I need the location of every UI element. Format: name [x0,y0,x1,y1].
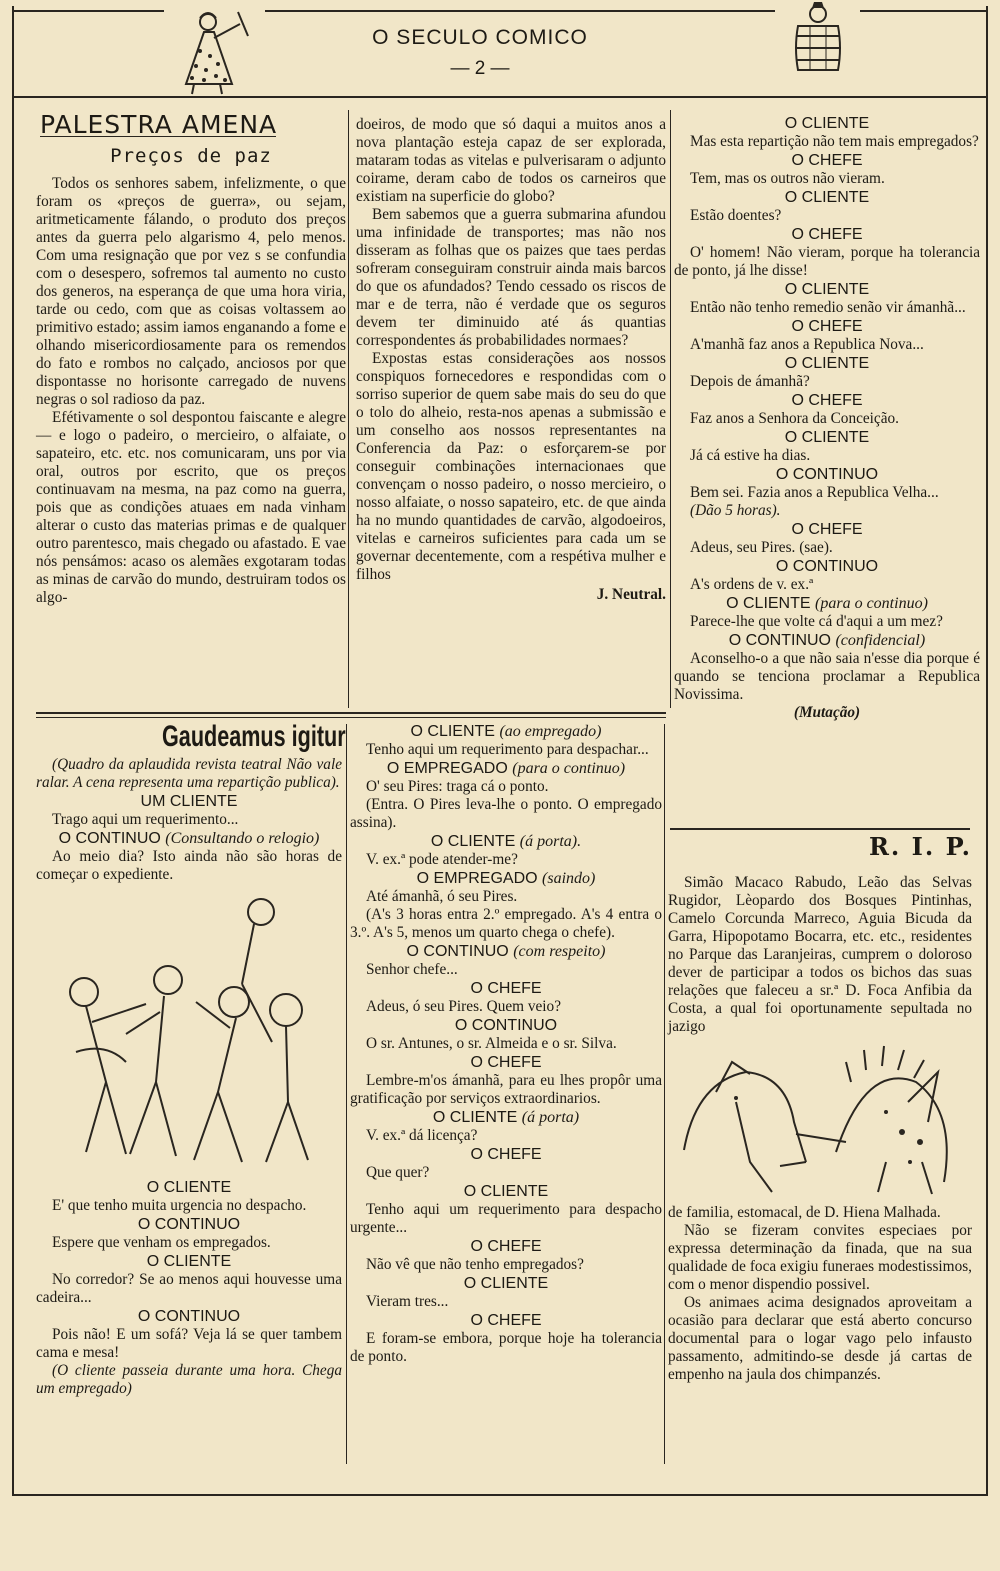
speech-line: Já cá estive ha dias. [690,447,811,464]
dialogue-block [350,1274,662,1311]
dialogue-block [350,906,662,942]
speech-line: O' homem! Não vieram, porque ha tolerancia de ponto, já lhe disse! [674,244,980,279]
speaker-label: O CHEFE [470,1054,542,1071]
speaker-label: O CLIENTE [784,281,870,298]
stage-direction: (com respeito) [513,943,606,960]
speaker-label: O CONTINUO [406,943,509,960]
header-rule-left [14,10,164,12]
dialogue-block [350,796,662,832]
header-rule-mid [265,10,775,12]
gaudeamus-column-3 [674,114,980,722]
speech-line: Faz anos a Senhora da Conceição. [690,410,899,427]
speech-line: Parece-lhe que volte cá d'aqui a um mez? [690,613,943,630]
speaker-name [674,317,980,336]
dialogue-block [674,594,980,631]
stage-direction: (para o continuo) [512,760,626,777]
dialogue-block [36,1215,342,1252]
dialogue-block [36,829,342,884]
speaker-name: O CLIENTE [146,1179,232,1196]
speech-line: V. ex.ª dá licença? [366,1127,478,1144]
speaker-label: O CLIENTE [410,723,495,740]
stage-direction: (Consultando o relogio) [165,830,320,847]
speaker-name [350,1108,662,1127]
rip-paragraph: Os animaes acima designados aproveitam a ocasião para declarar que está aberto concurso documental para o logar vago pelo infausto passamento, admitindo-se desde já cartas de empenho na jaula dos chimpanzés. [668,1294,972,1383]
dialogue-block [350,722,662,759]
speaker-label: O CHEFE [791,226,863,243]
speaker-label: O CONTINUO [775,558,879,575]
speech-line: O sr. Antunes, o sr. Almeida e o sr. Silva. [366,1035,617,1052]
palestra-paragraph: Todos os senhores sabem, infelizmente, o que foram os «preços de guerra», ou sejam, aritmeticamente fálando, o produto dos preços antes da guerra pelo algarismo 4, pelo menos. Com uma resignação que por vez s se confundia com o desespero, sofremos tal aumento no custo dos generos, na esperança de que uma hora viria, tarde ou cedo, com que as coisas voltassem ao primitivo estado; assim iamos enganando a fome e olhando misericordiosamente para os remendos do fato e rombos no calçado, anciosos por que dispontasse no horisonte carregado de nuvens negras o sol radioso da paz. [36,175,346,408]
speaker-label: O CHEFE [791,392,863,409]
speech-line: Bem sei. Fazia anos a Republica Velha... [690,484,939,501]
speech-line: Adeus, ó seu Pires. Quem veio? [366,998,561,1015]
palestra-paragraph: Bem sabemos que a guerra submarina afundou uma infinidade de transportes; mas não nos disseram as folhas que os paizes que taes perdas sofreram conseguiram construir ainda mais barcos do que os afundados? Tendo cessado os riscos de mar e de terra, não é verdade que os seguros devem ter diminuido até ás quantias correspondentes ás probabilidades normaes? [356,206,666,349]
rip-paragraph: de familia, estomacal, de D. Hiena Malhada. [668,1204,941,1221]
speaker-label: O CLIENTE [784,189,870,206]
stage-direction: (para o continuo) [815,595,928,612]
gaudeamus-column-2 [350,722,662,1366]
dialogue-block [350,1237,662,1274]
speaker-label: O CHEFE [791,521,863,538]
speaker-label: O CHEFE [791,152,863,169]
speaker-name [674,188,980,207]
speech-line: Aconselho-o a que não saia n'esse dia porque é quando se tenciona proclamar a Republica Novissima. [674,650,980,703]
speaker-label: O CLIENTE [784,115,870,132]
dialogue-block [350,942,662,979]
stage-direction: (ao empregado) [499,723,602,740]
speech-line: E' que tenho muita urgencia no despacho. [52,1197,307,1214]
speaker-name: O CONTINUO [137,1216,241,1233]
speech-line: Lembre-m'os ámanhã, para eu lhes propôr uma gratificação por serviços extraordinarios. [350,1072,662,1107]
dialogue-block [350,1108,662,1145]
column-separator-3 [346,724,347,1464]
section-divider [36,712,666,718]
speaker-name [350,1311,662,1330]
speech-line: Tenho aqui um requerimento para despacho urgente... [350,1201,662,1236]
speech-line: (Entra. O Pires leva-lhe o ponto. O empregado assina). [350,796,662,831]
speaker-name [674,557,980,576]
palestra-column-1 [36,110,346,607]
speech-line: Trago aqui um requerimento... [52,811,239,828]
speech-line: Até ámanhã, ó seu Pires. [366,888,518,905]
speaker-name [350,759,662,778]
speaker-label: O CONTINUO [728,632,831,649]
dialogue-block [674,188,980,225]
dialogue-block [674,280,980,317]
speaker-label: O CHEFE [470,1146,542,1163]
speaker-name: O CLIENTE [146,1253,232,1270]
column-separator-1 [348,110,349,708]
dialogue-block [350,1311,662,1366]
speaker-name [674,225,980,244]
dialogue-block [674,317,980,354]
speaker-name [350,832,662,851]
dialogue-block [350,869,662,906]
dialogue-block [674,391,980,428]
speech-line: Estão doentes? [690,207,782,224]
dialogue-block [674,465,980,502]
speaker-label: O CONTINUO [775,466,879,483]
speaker-name: UM CLIENTE [140,793,238,810]
speaker-name [674,465,980,484]
speech-line: Adeus, seu Pires. (sae). [690,539,833,556]
girl-vignette [170,6,260,96]
speech-line: A'manhã faz anos a Republica Nova... [690,336,924,353]
speaker-label: O CONTINUO [454,1017,558,1034]
speech-line: Mas esta repartição não tem mais empregados? [690,133,979,150]
speaker-name [350,722,662,741]
gaudeamus-intro: (Quadro da aplaudida revista teatral Não vale ralar. A cena representa uma repartição publica). [36,756,342,791]
speech-line: V. ex.ª pode atender-me? [366,851,518,868]
stage-direction: (á porta) [521,1109,580,1126]
gaudeamus-title: Gaudeamus igitur [162,720,346,753]
speaker-label: O EMPREGADO [386,760,508,777]
speaker-name [674,391,980,410]
stage-direction: (O cliente passeia durante uma hora. Chega um empregado) [36,1362,342,1397]
rip-paragraph: Não se fizeram convites especiaes por expressa determinação da finada, que na sua qualidade de foca exigiu funeraes modestissimos, com o menor dispendio possivel. [668,1222,972,1293]
dialogue-block [674,631,980,704]
dialogue-block [674,114,980,151]
dialogue-block [350,1145,662,1182]
dialogue-block [350,1053,662,1108]
dialogue-block [350,832,662,869]
speaker-name [350,1237,662,1256]
speaker-label: O CLIENTE [784,355,870,372]
speech-line: Ao meio dia? Isto ainda não são horas de começar o expediente. [36,848,342,883]
dialogue-block [674,151,980,188]
palestra-subtitle: Preços de paz [110,145,272,167]
speech-line: Pois não! E um sofá? Veja lá se quer tambem cama e mesa! [36,1326,342,1361]
dialogue-block [350,1016,662,1053]
rip-column [668,832,972,1384]
dialogue-block [36,1252,342,1307]
speech-line: Senhor chefe... [366,961,458,978]
gaudeamus-column-1 [36,720,346,1398]
speech-line: Vieram tres... [366,1293,449,1310]
speaker-label: O CHEFE [470,1312,542,1329]
speaker-label: O CLIENTE [726,595,811,612]
dialogue-block [350,759,662,796]
masthead: O SECULO COMICO [372,26,588,49]
speech-line: Então não tenho remedio senão vir ámanhã... [690,299,966,316]
speaker-label: O CHEFE [470,980,542,997]
rip-paragraph: Simão Macaco Rabudo, Leão das Selvas Rugidor, Lèopardo dos Bosques Pintinhas, Camelo Corcunda Marreco, Aguia Bicuda da Garra, Hipopotamo Bocarra, etc. etc., residentes no Parque das Laranjeiras, cumprem o doloroso dever de participar a todos os bichos das suas relações que faleceu a sr.ª D. Foca Anfibia da Costa, a qual foi oportunamente sepultada no jazigo [668,874,972,1035]
speaker-name [36,829,342,848]
speaker-name [350,1274,662,1293]
speaker-name [674,114,980,133]
speaker-name [674,520,980,539]
palestra-paragraph: doeiros, de modo que só daqui a muitos anos a nova plantação esteja capaz de ser explorada, mataram todas as vitelas e pulverisaram o adjunto coirame, deram cabo de todos os carneiros que existiam na superficie do globo? [356,116,666,205]
speaker-label: O CLIENTE [784,429,870,446]
dialogue-block [674,225,980,280]
speech-line: Espere que venham os empregados. [52,1234,271,1251]
speech-line: Tenho aqui um requerimento para despachar... [366,741,649,758]
dialogue-block [674,428,980,465]
stage-direction: (saindo) [542,870,596,887]
dialogue-block [36,792,342,829]
speaker-name [350,1016,662,1035]
speech-line: A's ordens de v. ex.ª [690,576,814,593]
speaker-label: O CONTINUO [58,830,161,847]
speech-line: (A's 3 horas entra 2.º empregado. A's 4 entra o 3.º. A's 5, menos um quarto chega o chefe). [350,906,662,941]
dialogue-block [674,520,980,557]
speaker-name [674,151,980,170]
speaker-label: O CHEFE [470,1238,542,1255]
palestra-title: PALESTRA AMENA [40,110,278,139]
palestra-paragraph: Expostas estas considerações aos nossos conspiquos fornecedores e respondidas com o sorriso superior de quem sabe mais do seu do que o tolo do alheio, resta-nos apenas a submissão e um conselho aos nossos representantes na Conferencia da Paz: o esforçarem-se por conseguir combinações internacionaes que convençam o nosso padeiro, o nosso mercieiro, o nosso alfaiate, o nosso sapateiro, etc. de que ainda ha no mundo quantidades de carvão, algodoeiros, vitelas e carneiros suficientes para cada um se governar decentemente, com a respétiva mulher e filhos [356,350,666,583]
dialogue-block [36,1307,342,1362]
speaker-name [350,1053,662,1072]
speech-line: Depois de ámanhã? [690,373,810,390]
speech-line: No corredor? Se ao menos aqui houvesse uma cadeira... [36,1271,342,1306]
scene-ending: (Mutação) [793,704,861,721]
barrel-vignette [788,2,848,74]
speech-line: Que quer? [366,1164,430,1181]
speaker-label: O CLIENTE [430,833,516,850]
speaker-name [350,1145,662,1164]
animals-funeral-illustration [676,1042,972,1200]
dialogue-block [350,979,662,1016]
speech-line: (Dão 5 horas). [690,502,781,519]
dialogue-block [674,557,980,594]
speaker-name [350,942,662,961]
speaker-label: O EMPREGADO [416,870,538,887]
speaker-name [350,979,662,998]
speech-line: Não vê que não tenho empregados? [366,1256,584,1273]
palestra-column-2 [356,116,666,604]
speaker-name [350,1182,662,1201]
speech-line: Tem, mas os outros não vieram. [690,170,885,187]
column-separator-4 [664,724,665,1464]
dialogue-block [674,354,980,391]
speaker-label: O CHEFE [791,318,863,335]
dialogue-block [674,502,980,520]
header-bottom-rule [14,96,988,98]
speech-line: E foram-se embora, porque hoje ha tolerancia de ponto. [350,1330,662,1365]
stage-direction: (á porta). [519,833,582,850]
speaker-name [350,869,662,888]
dialogue-block [350,1182,662,1237]
speaker-label: O CLIENTE [463,1275,549,1292]
dancing-men-illustration [46,892,342,1172]
speaker-label: O CLIENTE [463,1183,549,1200]
speaker-name [674,354,980,373]
stage-direction: (confidencial) [835,632,926,649]
palestra-paragraph: Efétivamente o sol despontou faiscante e alegre — e logo o padeiro, o mercieiro, o alfaiate, o sapateiro, etc. etc. nos comunicaram, uns por via oral, outros por escrito, que os preços continuavam na mesma, na paz como na guerra, pois que as condições atuaes em nada vinham alterar o custo das materias primas e de qualquer outro parentesco, mais chegado ou afastado. E vae nós pensámos: acaso os alemães exgotaram todas as minas de carvão do mundo, destruiram todos os algo- [36,409,346,606]
rip-title: R. I. P. [868,832,972,861]
speaker-label: O CLIENTE [432,1109,518,1126]
speech-line: O' seu Pires: traga cá o ponto. [366,778,549,795]
dialogue-block [36,1178,342,1215]
speaker-name: O CONTINUO [137,1308,241,1325]
speaker-name [674,631,980,650]
header-rule-right [860,10,988,12]
speaker-name [674,280,980,299]
page-number: — 2 — [450,58,510,79]
column-separator-2 [670,110,671,708]
speaker-name [674,428,980,447]
speaker-name [674,594,980,613]
palestra-signature: J. Neutral. [596,586,666,603]
